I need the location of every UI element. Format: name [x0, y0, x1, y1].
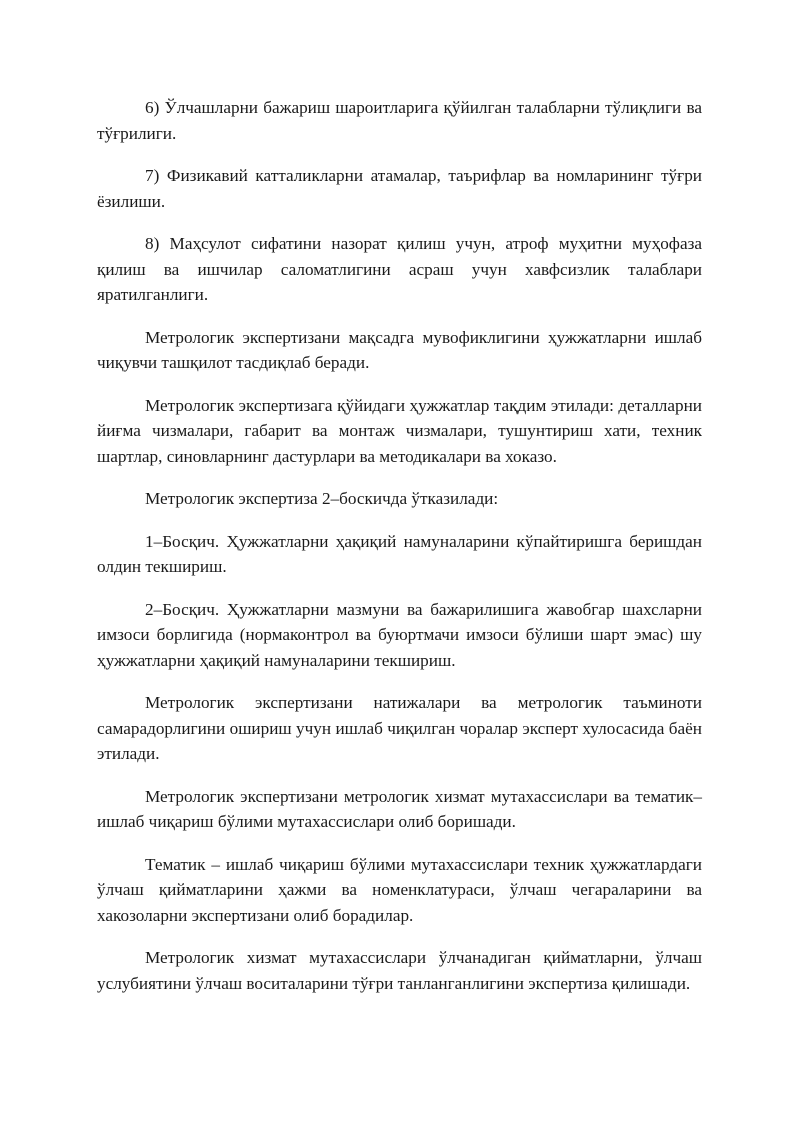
document-body	[97, 95, 702, 1013]
list-item-6: 6) Ўлчашларни бажариш шароитларига қўйилган талабларни тўлиқлиги ва тўғрилиги.	[97, 98, 702, 143]
paragraph-submitted-documents: Метрологик экспертизага қўйидаги ҳужжатлар тақдим этилади: деталларни йиғма чизмалари, габарит ва монтаж чизмалари, тушунтириш хати, техник шартлар, синовларнинг дастурлари ва методикалари ва хоказо.	[97, 395, 702, 466]
paragraph-thematic-department: Тематик – ишлаб чиқариш бўлими мутахассислари техник ҳужжатлардаги ўлчаш қийматларини ҳажми ва номенклатураси, ўлчаш чегараларини ва хакозоларни экспертизани олиб борадилар.	[97, 854, 702, 925]
list-item-7: 7) Физикавий катталикларни атамалар, таърифлар ва номларининг тўғри ёзилиши.	[97, 166, 702, 211]
paragraph-stage-1: 1–Босқич. Ҳужжатларни ҳақиқий намуналарини кўпайтиришга беришдан олдин текшириш.	[97, 531, 702, 576]
paragraph-specialists: Метрологик экспертизани метрологик хизмат мутахассислари ва тематик–ишлаб чиқариш бўлими мутахассислари олиб боришади.	[97, 786, 702, 831]
paragraph-results: Метрологик экспертизани натижалари ва метрологик таъминоти самарадорлигини ошириш учун ишлаб чиқилган чоралар эксперт хулосасида баён этилади.	[97, 693, 702, 763]
paragraph-stage-2: 2–Босқич. Ҳужжатларни мазмуни ва бажарилишига жавобгар шахсларни имзоси борлигида (нормаконтрол ва буюртмачи имзоси бўлиши шарт эмас) шу ҳужжатларни ҳақиқий намуналарини текшириш.	[97, 599, 702, 670]
list-item-8: 8) Маҳсулот сифатини назорат қилиш учун, атроф муҳитни муҳофаза қилиш ва ишчилар саломатлигини асраш учун хавфсизлик талаблари яратилганлиги.	[97, 234, 702, 304]
paragraph-metrology-service: Метрологик хизмат мутахассислари ўлчанадиган қийматларни, ўлчаш услубиятини ўлчаш воситаларини тўғри танланганлигини экспертиза қилишади.	[97, 948, 702, 993]
paragraph-stages-intro: Метрологик экспертиза 2–боскичда ўтказилади:	[145, 489, 499, 508]
paragraph-approval: Метрологик экспертизани мақсадга мувофиклигини ҳужжатларни ишлаб чиқувчи ташқилот тасдиқлаб беради.	[97, 327, 702, 372]
